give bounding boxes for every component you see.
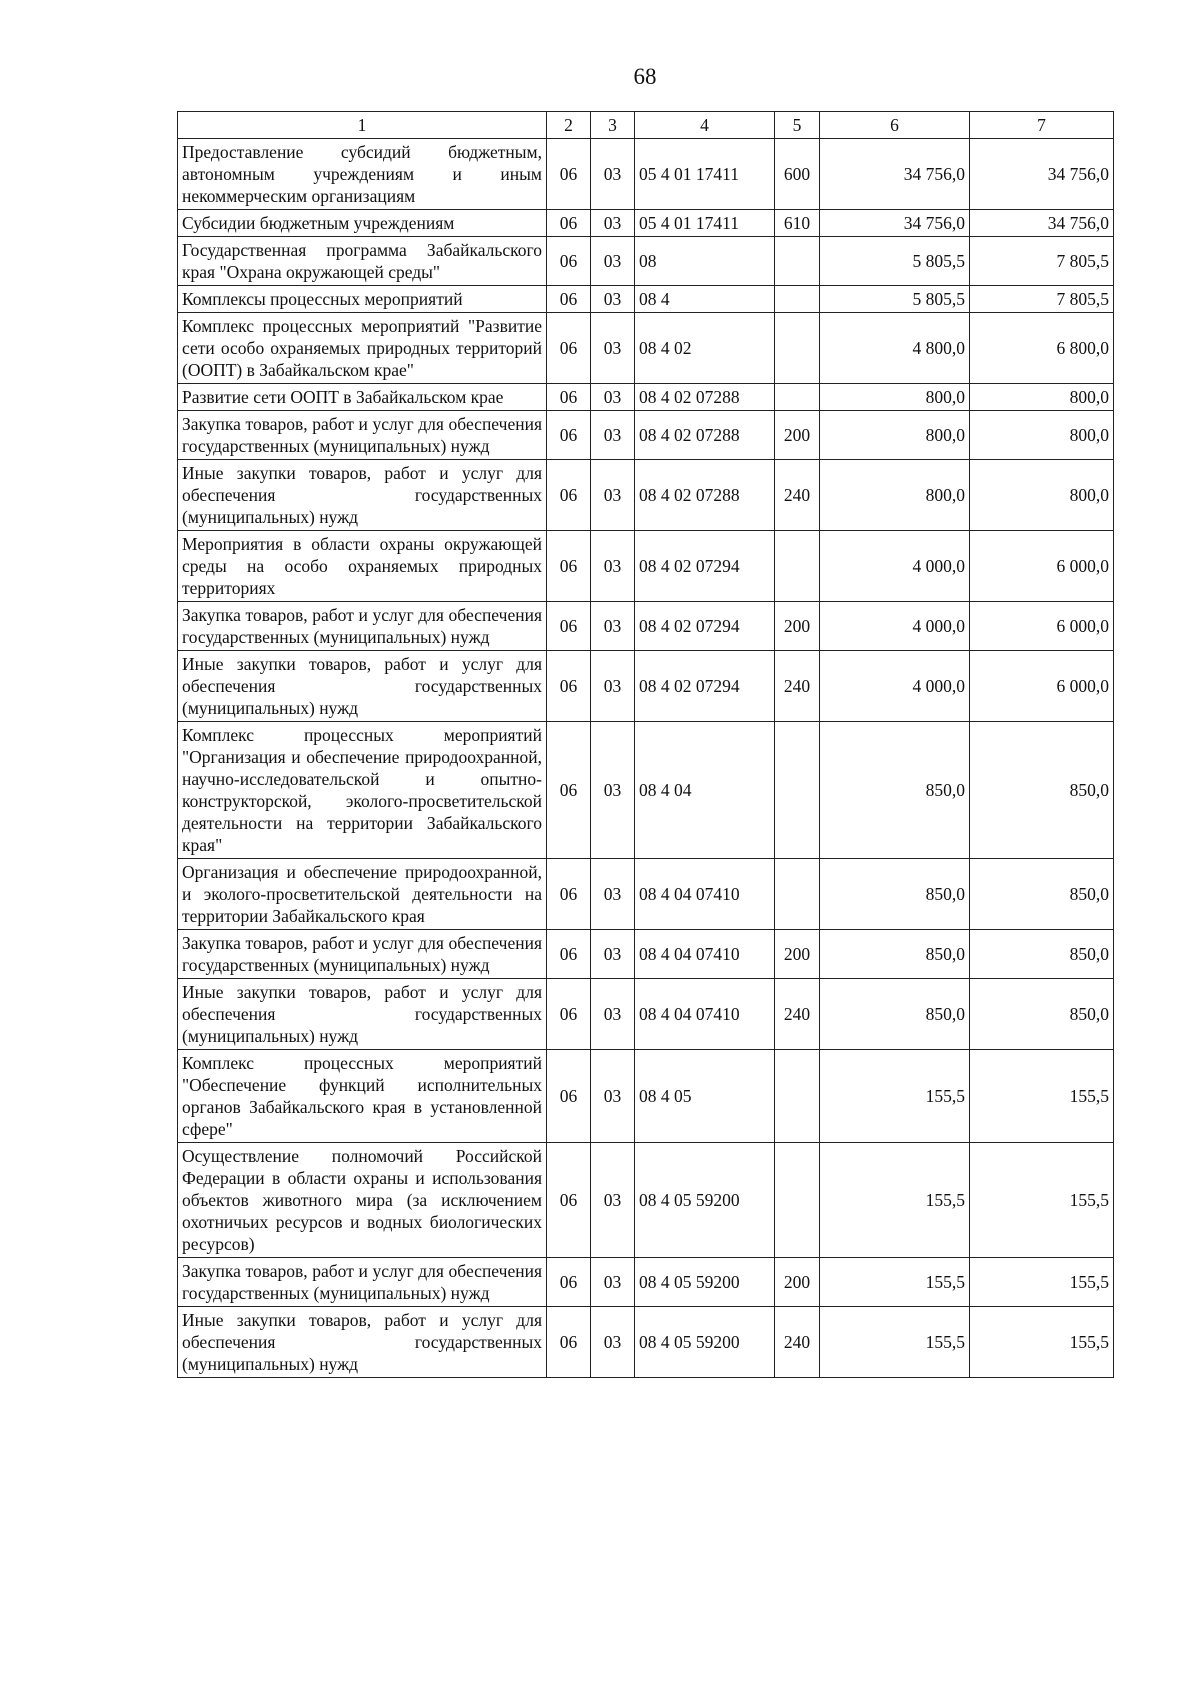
row-amount-year1-cell: 155,5 [820,1307,970,1378]
header-col-1: 1 [178,112,547,139]
row-amount-year1-cell: 5 805,5 [820,237,970,286]
row-section-cell: 06 [547,651,591,722]
table-row [178,210,1114,237]
row-expense-type-cell: 200 [775,930,820,979]
row-subsection-cell: 03 [591,602,635,651]
table-header [178,112,1114,139]
budget-table [177,111,1114,1378]
row-subsection-cell: 03 [591,237,635,286]
row-section-cell: 06 [547,1258,591,1307]
row-subsection-cell: 03 [591,1258,635,1307]
row-amount-year1-cell: 850,0 [820,930,970,979]
row-target-article-cell: 05 4 01 17411 [635,139,775,210]
table-row [178,602,1114,651]
row-name-cell: Мероприятия в области охраны окружающей среды на особо охраняемых природных территориях [178,531,547,602]
row-expense-type-cell: 240 [775,979,820,1050]
row-section-cell: 06 [547,460,591,531]
header-col-7: 7 [970,112,1114,139]
row-name-cell: Комплекс процессных мероприятий "Обеспечение функций исполнительных органов Забайкальского края в установленной сфере" [178,1050,547,1143]
row-subsection-cell: 03 [591,1050,635,1143]
row-amount-year2-cell: 850,0 [970,859,1114,930]
row-subsection-cell: 03 [591,979,635,1050]
row-target-article-cell: 08 4 05 59200 [635,1258,775,1307]
row-section-cell: 06 [547,384,591,411]
row-section-cell: 06 [547,531,591,602]
row-amount-year1-cell: 800,0 [820,384,970,411]
row-name-cell: Предоставление субсидий бюджетным, автономным учреждениям и иным некоммерческим организациям [178,139,547,210]
row-target-article-cell: 08 4 04 [635,722,775,859]
row-amount-year2-cell: 155,5 [970,1307,1114,1378]
table-row [178,460,1114,531]
row-section-cell: 06 [547,313,591,384]
row-amount-year1-cell: 155,5 [820,1143,970,1258]
table-row [178,411,1114,460]
row-name-cell: Комплекс процессных мероприятий "Развитие сети особо охраняемых природных территорий (ООПТ) в Забайкальском крае" [178,313,547,384]
row-amount-year2-cell: 800,0 [970,411,1114,460]
row-amount-year2-cell: 6 800,0 [970,313,1114,384]
row-target-article-cell: 08 4 [635,286,775,313]
row-name-cell: Организация и обеспечение природоохранной, и эколого-просветительской деятельности на территории Забайкальского края [178,859,547,930]
row-target-article-cell: 05 4 01 17411 [635,210,775,237]
row-amount-year1-cell: 34 756,0 [820,210,970,237]
table-row [178,930,1114,979]
header-col-2: 2 [547,112,591,139]
row-target-article-cell: 08 4 02 [635,313,775,384]
table-row [178,722,1114,859]
row-amount-year1-cell: 4 000,0 [820,602,970,651]
header-col-6: 6 [820,112,970,139]
row-section-cell: 06 [547,930,591,979]
row-expense-type-cell [775,722,820,859]
table-body [178,139,1114,1378]
table-row [178,531,1114,602]
row-section-cell: 06 [547,602,591,651]
row-section-cell: 06 [547,1050,591,1143]
row-amount-year1-cell: 4 000,0 [820,651,970,722]
row-expense-type-cell: 200 [775,1258,820,1307]
row-amount-year1-cell: 800,0 [820,411,970,460]
row-amount-year2-cell: 6 000,0 [970,602,1114,651]
row-target-article-cell: 08 4 04 07410 [635,859,775,930]
row-amount-year1-cell: 4 800,0 [820,313,970,384]
table-row [178,1258,1114,1307]
row-subsection-cell: 03 [591,384,635,411]
header-row [178,112,1114,139]
row-target-article-cell: 08 4 02 07294 [635,651,775,722]
row-section-cell: 06 [547,286,591,313]
row-target-article-cell: 08 4 04 07410 [635,930,775,979]
row-section-cell: 06 [547,722,591,859]
header-col-5: 5 [775,112,820,139]
page-number: 68 [633,64,657,89]
row-subsection-cell: 03 [591,859,635,930]
row-section-cell: 06 [547,1143,591,1258]
row-amount-year2-cell: 850,0 [970,979,1114,1050]
row-name-cell: Иные закупки товаров, работ и услуг для обеспечения государственных (муниципальных) нужд [178,651,547,722]
row-target-article-cell: 08 4 02 07288 [635,460,775,531]
row-expense-type-cell: 600 [775,139,820,210]
row-name-cell: Комплекс процессных мероприятий "Организация и обеспечение природоохранной, научно-исследовательской и опытно-конструкторской, эколого-просветительской деятельности на территории Забайкальского края" [178,722,547,859]
row-amount-year2-cell: 34 756,0 [970,139,1114,210]
row-target-article-cell: 08 4 05 59200 [635,1307,775,1378]
row-amount-year2-cell: 7 805,5 [970,237,1114,286]
row-amount-year1-cell: 5 805,5 [820,286,970,313]
row-name-cell: Закупка товаров, работ и услуг для обеспечения государственных (муниципальных) нужд [178,602,547,651]
row-section-cell: 06 [547,1307,591,1378]
row-expense-type-cell: 240 [775,651,820,722]
row-target-article-cell: 08 4 04 07410 [635,979,775,1050]
row-name-cell: Иные закупки товаров, работ и услуг для обеспечения государственных (муниципальных) нужд [178,460,547,531]
table-row [178,313,1114,384]
row-amount-year2-cell: 155,5 [970,1143,1114,1258]
row-expense-type-cell [775,286,820,313]
row-amount-year1-cell: 850,0 [820,979,970,1050]
row-amount-year2-cell: 6 000,0 [970,531,1114,602]
row-subsection-cell: 03 [591,460,635,531]
row-amount-year1-cell: 155,5 [820,1258,970,1307]
row-expense-type-cell [775,384,820,411]
row-subsection-cell: 03 [591,286,635,313]
row-name-cell: Субсидии бюджетным учреждениям [178,210,547,237]
row-subsection-cell: 03 [591,1307,635,1378]
row-name-cell: Осуществление полномочий Российской Федерации в области охраны и использования объектов животного мира (за исключением охотничьих ресурсов и водных биологических ресурсов) [178,1143,547,1258]
table-row [178,237,1114,286]
row-subsection-cell: 03 [591,411,635,460]
row-target-article-cell: 08 4 02 07288 [635,411,775,460]
row-name-cell: Государственная программа Забайкальского края "Охрана окружающей среды" [178,237,547,286]
row-target-article-cell: 08 4 02 07294 [635,602,775,651]
row-amount-year2-cell: 155,5 [970,1258,1114,1307]
table-row [178,384,1114,411]
row-target-article-cell: 08 4 05 59200 [635,1143,775,1258]
row-subsection-cell: 03 [591,210,635,237]
row-expense-type-cell: 200 [775,411,820,460]
row-amount-year1-cell: 850,0 [820,859,970,930]
row-amount-year2-cell: 155,5 [970,1050,1114,1143]
row-subsection-cell: 03 [591,651,635,722]
row-amount-year1-cell: 155,5 [820,1050,970,1143]
row-subsection-cell: 03 [591,531,635,602]
row-target-article-cell: 08 4 05 [635,1050,775,1143]
row-name-cell: Иные закупки товаров, работ и услуг для обеспечения государственных (муниципальных) нужд [178,1307,547,1378]
table-row [178,1050,1114,1143]
row-expense-type-cell [775,859,820,930]
row-section-cell: 06 [547,139,591,210]
row-target-article-cell: 08 [635,237,775,286]
row-amount-year1-cell: 800,0 [820,460,970,531]
row-amount-year1-cell: 850,0 [820,722,970,859]
row-amount-year1-cell: 4 000,0 [820,531,970,602]
row-section-cell: 06 [547,979,591,1050]
row-amount-year2-cell: 850,0 [970,722,1114,859]
row-section-cell: 06 [547,411,591,460]
row-name-cell: Закупка товаров, работ и услуг для обеспечения государственных (муниципальных) нужд [178,411,547,460]
row-subsection-cell: 03 [591,313,635,384]
row-expense-type-cell [775,1050,820,1143]
row-amount-year2-cell: 7 805,5 [970,286,1114,313]
row-subsection-cell: 03 [591,1143,635,1258]
row-expense-type-cell [775,237,820,286]
row-section-cell: 06 [547,237,591,286]
row-name-cell: Закупка товаров, работ и услуг для обеспечения государственных (муниципальных) нужд [178,930,547,979]
table-row [178,651,1114,722]
row-expense-type-cell: 200 [775,602,820,651]
row-expense-type-cell: 610 [775,210,820,237]
row-amount-year1-cell: 34 756,0 [820,139,970,210]
row-name-cell: Комплексы процессных мероприятий [178,286,547,313]
row-target-article-cell: 08 4 02 07288 [635,384,775,411]
table-row [178,979,1114,1050]
row-subsection-cell: 03 [591,930,635,979]
table-row [178,286,1114,313]
row-name-cell: Закупка товаров, работ и услуг для обеспечения государственных (муниципальных) нужд [178,1258,547,1307]
row-target-article-cell: 08 4 02 07294 [635,531,775,602]
row-subsection-cell: 03 [591,139,635,210]
header-col-3: 3 [591,112,635,139]
row-amount-year2-cell: 800,0 [970,384,1114,411]
table-row [178,1143,1114,1258]
row-expense-type-cell [775,313,820,384]
row-expense-type-cell [775,1143,820,1258]
row-subsection-cell: 03 [591,722,635,859]
row-amount-year2-cell: 850,0 [970,930,1114,979]
table-row [178,859,1114,930]
row-name-cell: Иные закупки товаров, работ и услуг для обеспечения государственных (муниципальных) нужд [178,979,547,1050]
table-row [178,139,1114,210]
row-amount-year2-cell: 34 756,0 [970,210,1114,237]
header-col-4: 4 [635,112,775,139]
row-name-cell: Развитие сети ООПТ в Забайкальском крае [178,384,547,411]
row-expense-type-cell: 240 [775,460,820,531]
row-amount-year2-cell: 800,0 [970,460,1114,531]
row-section-cell: 06 [547,859,591,930]
row-expense-type-cell [775,531,820,602]
row-section-cell: 06 [547,210,591,237]
row-amount-year2-cell: 6 000,0 [970,651,1114,722]
row-expense-type-cell: 240 [775,1307,820,1378]
table-row [178,1307,1114,1378]
